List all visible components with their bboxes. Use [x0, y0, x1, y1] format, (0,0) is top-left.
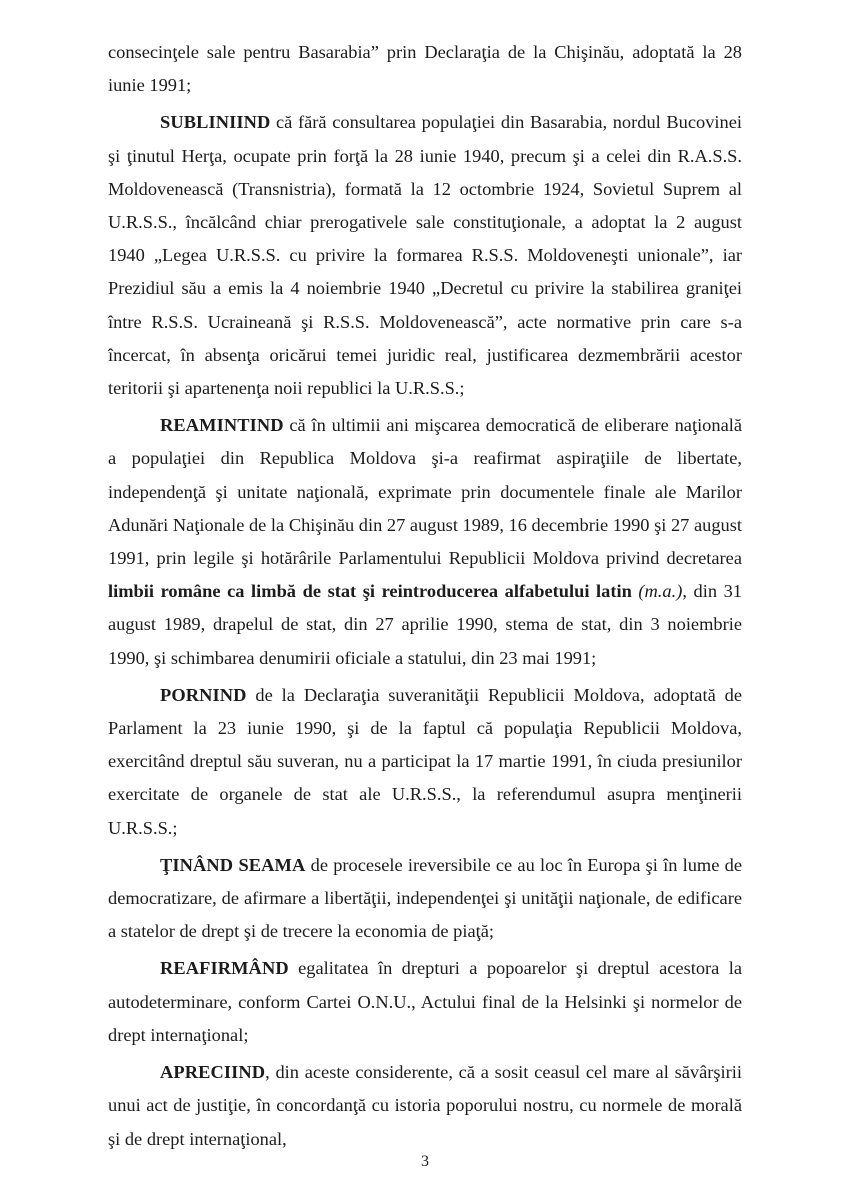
paragraph-keyword: ŢINÂND SEAMA — [160, 854, 306, 875]
paragraph-text: egalitatea în drepturi a popoarelor şi dreptul acestora la autodeterminare, conform Cartei O.N.U., Actului final de la Helsinki şi normelor de drept internaţional; — [108, 958, 742, 1045]
paragraph-keyword: APRECIIND — [160, 1062, 266, 1083]
document-body — [108, 36, 742, 1160]
paragraph-text: de procesele ireversibile ce au loc în Europa şi în lume de democratizare, de afirmare a libertăţii, independenţei şi unităţii naţionale, de edificare a statelor de drept şi de trecere la economia de piaţă; — [108, 854, 742, 942]
paragraph-tinand-seama — [108, 849, 742, 949]
paragraph-apreciind — [108, 1056, 742, 1156]
paragraph-keyword: REAFIRMÂND — [160, 958, 289, 979]
paragraph-keyword: PORNIND — [160, 684, 247, 705]
paragraph-reafirmand — [108, 952, 742, 1052]
italic-note: (m.a.) — [638, 581, 683, 602]
page-number: 3 — [421, 1153, 429, 1170]
paragraph-subliniind — [108, 106, 742, 405]
paragraph-text: , din 31 august 1989, drapelul de stat, din 27 aprilie 1990, stema de stat, din 3 noiembrie 1990, şi schimbarea denumirii oficiale a statului, din 23 mai 1991; — [108, 581, 742, 668]
paragraph-reamintind — [108, 409, 742, 675]
paragraph-continuation: consecinţele sale pentru Basarabia” prin Declaraţia de la Chişinău, adoptată la 28 iunie 1991; — [108, 42, 742, 96]
paragraph-text: că fără consultarea populaţiei din Basarabia, nordul Bucovinei şi ţinutul Herţa, ocupate prin forţă la 28 iunie 1940, precum şi a celei din R.A.S.S. Moldovenească (Transnistria), formată la 12 octombrie 1924, Sovietul Suprem al U.R.S.S., încălcând chiar prerogativele sale constituţionale, a adoptat la 2 august 1940 „Legea U.R.S.S. cu privire la formarea R.S.S. Moldoveneşti unionale”, iar Prezidiul său a emis la 4 noiembrie 1940 „Decretul cu privire la stabilirea graniţei între R.S.S. Ucraineană şi R.S.S. Moldovenească”, acte normative prin care s-a încercat, în absenţa oricărui temei juridic real, justificarea dezmembrării acestor teritorii şi apartenenţa noii republici la U.R.S.S.; — [108, 112, 742, 399]
bold-phrase: limbii române ca limbă de stat şi reintroducerea alfabetului latin — [108, 581, 632, 602]
paragraph-text: , din aceste considerente, că a sosit ceasul cel mare al săvârşirii unui act de justiţie, în concordanţă cu istoria poporului nostru, cu normele de morală şi de drept internaţional, — [108, 1062, 742, 1149]
paragraph-text: că în ultimii ani mişcarea democratică de eliberare naţională a populaţiei din Republica Moldova şi-a reafirmat aspiraţiile de libertate, independenţă şi unitate naţională, exprimate prin documentele finale ale Marilor Adunări Naţionale de la Chişinău din 27 august 1989, 16 decembrie 1990 şi 27 august 1991, prin legile şi hotărârile Parlamentului Republicii Moldova privind decretarea — [108, 415, 742, 569]
paragraph-keyword: SUBLINIIND — [160, 112, 271, 133]
paragraph-keyword: REAMINTIND — [160, 415, 284, 436]
paragraph-text: de la Declaraţia suveranităţii Republicii Moldova, adoptată de Parlament la 23 iunie 1990, şi de la faptul că populaţia Republicii Moldova, exercitând dreptul său suveran, nu a participat la 17 martie 1991, în ciuda presiunilor exercitate de organele de stat ale U.R.S.S., la referendumul asupra menţinerii U.R.S.S.; — [108, 684, 742, 838]
paragraph-pornind — [108, 679, 742, 845]
